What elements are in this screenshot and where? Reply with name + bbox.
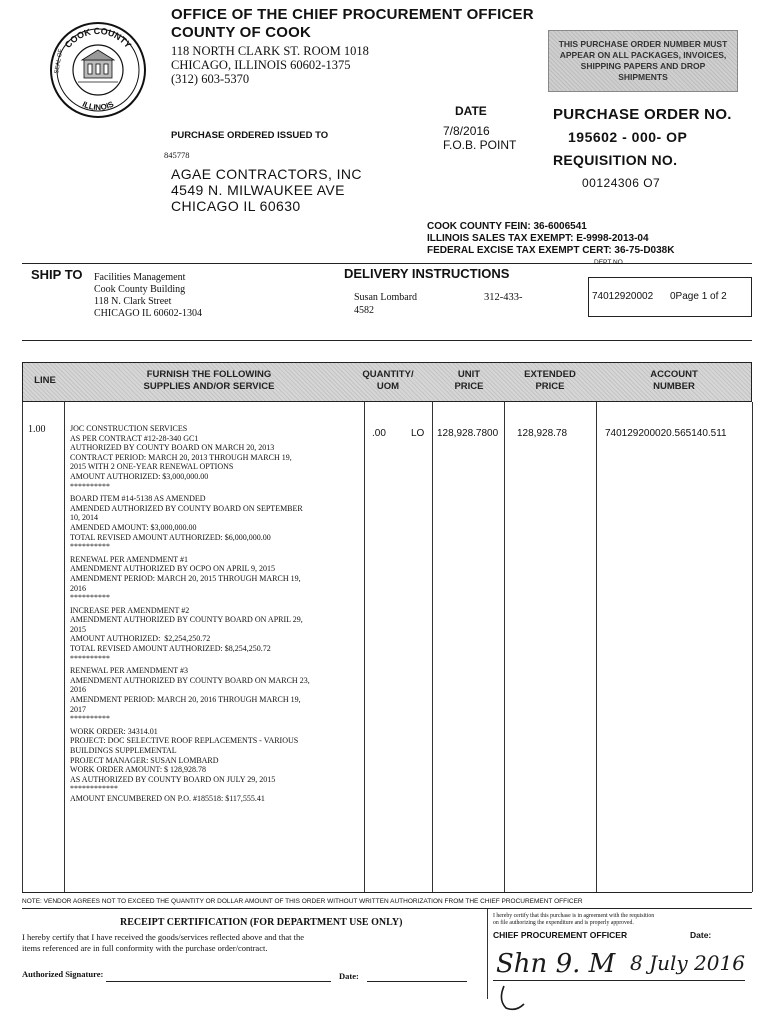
date-label: DATE [455, 104, 487, 118]
date-value: 7/8/2016 [443, 124, 490, 138]
office-phone: (312) 603-5370 [171, 72, 250, 86]
row-description [70, 424, 360, 804]
col-header-extended-price [505, 369, 595, 393]
ship-to-label: SHIP TO [31, 267, 83, 282]
svg-text:ILLINOIS [81, 99, 116, 112]
delivery-contact-ext: 4582 [354, 305, 374, 316]
col-header-extended-price-2: PRICE [535, 381, 565, 392]
description-line: AMENDED AMOUNT: $3,000,000.00 [70, 522, 197, 532]
office-title-line-2: COUNTY OF COOK [171, 24, 312, 41]
office-title-line-1: OFFICE OF THE CHIEF PROCUREMENT OFFICER [171, 6, 534, 23]
vendor-note: NOTE: VENDOR AGREES NOT TO EXCEED THE QUANTITY OR DOLLAR AMOUNT OF THIS ORDER WITHOUT WRITTEN AUTHORIZATION FROM THE CHIEF PROCUREMENT OFFICER [22, 898, 583, 905]
table-border-left [22, 402, 23, 892]
row-extended-price: 128,928.78 [517, 428, 568, 439]
col-header-unit-price-1: UNIT [457, 369, 481, 380]
col-header-account-2: NUMBER [653, 381, 695, 392]
description-line: AMENDMENT AUTHORIZED BY COUNTY BOARD ON MARCH 23, [70, 675, 310, 685]
po-number: 195602 - 000- OP [568, 129, 688, 145]
description-line: TOTAL REVISED AMOUNT AUTHORIZED: $6,000,000.00 [70, 532, 271, 542]
address-line-2: CHICAGO, ILLINOIS 60602-1375 [171, 58, 351, 72]
dept-no-label: DEPT NO [594, 259, 623, 266]
description-line: BUILDINGS SUPPLEMENTAL [70, 746, 177, 755]
description-line: 2015 WITH 2 ONE-YEAR RENEWAL OPTIONS [70, 462, 234, 472]
description-line: ********** [70, 714, 110, 724]
vendor-city: CHICAGO IL 60630 [171, 198, 301, 214]
row-quantity: .00 [372, 428, 386, 439]
ship-section-top-rule [22, 263, 752, 264]
ship-section-bottom-rule [22, 340, 752, 341]
cook-county-fein: COOK COUNTY FEIN: 36-6006541 [427, 221, 587, 232]
ship-to-line-3: 118 N. Clark Street [94, 296, 172, 307]
po-label: PURCHASE ORDER NO. [553, 106, 732, 123]
signature-line [106, 981, 331, 982]
description-line: 2017 [70, 704, 86, 714]
description-line: 2016 [70, 685, 86, 695]
seal-top-text: COOK COUNTY [62, 25, 134, 51]
delivery-contact-phone: 312-433- [484, 292, 523, 303]
receipt-certification-title: RECEIPT CERTIFICATION (FOR DEPARTMENT USE ONLY) [120, 917, 403, 928]
fob-label: F.O.B. POINT [443, 138, 517, 152]
description-line: AS PER CONTRACT #12-28-340 GC1 [70, 433, 199, 443]
dept-no: 74012920002 [592, 291, 654, 302]
description-line: BOARD ITEM #14-5138 AS AMENDED [70, 494, 206, 504]
description-line: CONTRACT PERIOD: MARCH 20, 2013 THROUGH MARCH 19, [70, 452, 292, 462]
table-divider-unit-price [504, 402, 505, 892]
row-unit-price: 128,928.7800 [437, 428, 499, 439]
col-header-quantity-1: QUANTITY/ [362, 369, 414, 380]
tax-info [427, 221, 674, 257]
vendor-street: 4549 N. MILWAUKEE AVE [171, 182, 345, 198]
requisition-label: REQUISITION NO. [553, 152, 678, 168]
col-header-quantity-2: UOM [376, 381, 400, 392]
vendor-address [171, 166, 362, 214]
issued-to-label: PURCHASE ORDERED ISSUED TO [171, 130, 329, 141]
authorized-signature-label: Authorized Signature: [22, 969, 104, 979]
description-line: AMENDMENT AUTHORIZED BY OCPO ON APRIL 9, 2015 [70, 564, 276, 574]
description-line: PROJECT MANAGER: SUSAN LOMBARD [70, 755, 219, 765]
description-line: AMENDMENT PERIOD: MARCH 20, 2015 THROUGH MARCH 19, [70, 573, 301, 583]
col-header-furnish-2: SUPPLIES AND/OR SERVICE [143, 381, 275, 392]
description-line: ********** [70, 481, 110, 491]
cpo-signature-date: 8 July 2016 [630, 951, 745, 975]
col-header-furnish [81, 369, 337, 393]
row-line-number: 1.00 [28, 424, 46, 435]
col-header-line: LINE [34, 375, 56, 386]
table-divider-quantity [432, 402, 433, 892]
seal-bottom-text: ILLINOIS [80, 99, 116, 113]
description-line: RENEWAL PER AMENDMENT #3 [70, 666, 188, 676]
description-line: AUTHORIZED BY COUNTY BOARD ON MARCH 20, 2013 [70, 443, 275, 453]
requisition-number: 00124306 O7 [582, 176, 661, 190]
col-header-furnish-1: FURNISH THE FOLLOWING [146, 369, 272, 380]
description-line: ********** [70, 593, 110, 603]
description-line: ********** [70, 542, 110, 552]
table-border-right [752, 402, 753, 892]
row-uom: LO [411, 428, 425, 439]
description-line: TOTAL REVISED AMOUNT AUTHORIZED: $8,254,250.72 [70, 644, 271, 654]
delivery-instructions-label: DELIVERY INSTRUCTIONS [344, 266, 510, 281]
cpo-label: CHIEF PROCUREMENT OFFICER [493, 930, 628, 940]
federal-excise-tax: FEDERAL EXCISE TAX EXEMPT CERT: 36-75-D038K [427, 245, 675, 256]
line-items-table-header [22, 362, 752, 402]
receipt-certification-text [22, 932, 462, 954]
cert-text-line-1: I hereby certify that this purchase is in agreement with the requisition [493, 913, 655, 919]
footer-rule [22, 908, 752, 909]
description-line: AMOUNT ENCUMBERED ON P.O. #185518: $117,555.41 [70, 793, 265, 803]
description-line: PROJECT: DOC SELECTIVE ROOF REPLACEMENTS - VARIOUS [70, 736, 299, 746]
table-divider-extended [596, 402, 597, 892]
receipt-text-line-1: I hereby certify that I have received the goods/services reflected above and that the [22, 932, 305, 942]
ship-to-line-2: Cook County Building [94, 284, 186, 295]
col-header-quantity [343, 369, 433, 393]
page-info: 0Page 1 of 2 [670, 291, 727, 302]
col-header-account [597, 369, 751, 393]
footer-divider [487, 909, 488, 999]
receipt-date-label: Date: [339, 971, 359, 981]
description-line: WORK ORDER AMOUNT: $ 128,928.78 [70, 765, 207, 775]
col-header-unit-price [433, 369, 505, 393]
description-line: AMENDMENT PERIOD: MARCH 20, 2016 THROUGH MARCH 19, [70, 695, 301, 705]
description-line: AMOUNT AUTHORIZED: $2,254,250.72 [70, 634, 211, 644]
table-divider-description [364, 402, 365, 892]
description-line: WORK ORDER: 34314.01 [70, 726, 158, 736]
description-line: AMENDMENT AUTHORIZED BY COUNTY BOARD ON APRIL 29, [70, 615, 303, 625]
description-line: 2016 [70, 583, 86, 593]
po-notice-stamp: THIS PURCHASE ORDER NUMBER MUST APPEAR ON ALL PACKAGES, INVOICES, SHIPPING PAPERS AND DROP SHIPMENTS [548, 30, 738, 92]
office-address [171, 44, 369, 86]
ship-to-address [94, 272, 202, 320]
col-header-account-1: ACCOUNT [650, 369, 698, 380]
row-account-number: 740129200020.565140.511 [605, 428, 727, 439]
receipt-date-line [367, 981, 467, 982]
table-divider-line [64, 402, 65, 892]
office-title [171, 6, 534, 42]
table-bottom-rule [22, 892, 752, 893]
description-line: AMENDED AUTHORIZED BY COUNTY BOARD ON SEPTEMBER [70, 503, 303, 513]
vendor-number: 845778 [164, 150, 190, 160]
description-line: 10, 2014 [70, 513, 98, 523]
certification-text [493, 913, 743, 927]
cpo-signature-text: Shn 9. M [496, 949, 616, 979]
delivery-contact-name: Susan Lombard [354, 292, 418, 303]
description-line: JOC CONSTRUCTION SERVICES [70, 424, 188, 433]
col-header-extended-price-1: EXTENDED [524, 369, 576, 380]
seal-left-text: SEAL OF [54, 48, 65, 75]
handwritten-signature-icon [490, 938, 750, 1018]
vendor-name: AGAE CONTRACTORS, INC [171, 166, 362, 182]
illinois-sales-tax: ILLINOIS SALES TAX EXEMPT: E-9998-2013-04 [427, 233, 649, 244]
col-header-unit-price-2: PRICE [454, 381, 484, 392]
description-line: AS AUTHORIZED BY COUNTY BOARD ON JULY 29, 2015 [70, 774, 276, 784]
description-line: INCREASE PER AMENDMENT #2 [70, 605, 190, 615]
cpo-date-label: Date: [690, 930, 712, 940]
ship-to-line-1: Facilities Management [94, 272, 186, 283]
receipt-text-line-2: items referenced are in full conformity with the purchase order/contract. [22, 943, 268, 953]
description-line: AMOUNT AUTHORIZED: $3,000,000.00 [70, 471, 209, 481]
description-line: RENEWAL PER AMENDMENT #1 [70, 554, 188, 564]
description-line: 2015 [70, 624, 86, 634]
county-seal-icon [48, 20, 148, 120]
ship-to-line-4: CHICAGO IL 60602-1304 [94, 308, 202, 319]
description-line: ************ [70, 784, 118, 794]
address-line-1: 118 NORTH CLARK ST. ROOM 1018 [171, 44, 369, 58]
description-line: ********** [70, 653, 110, 663]
cert-text-line-2: on file authorizing the expenditure and is properly approved. [493, 920, 634, 926]
